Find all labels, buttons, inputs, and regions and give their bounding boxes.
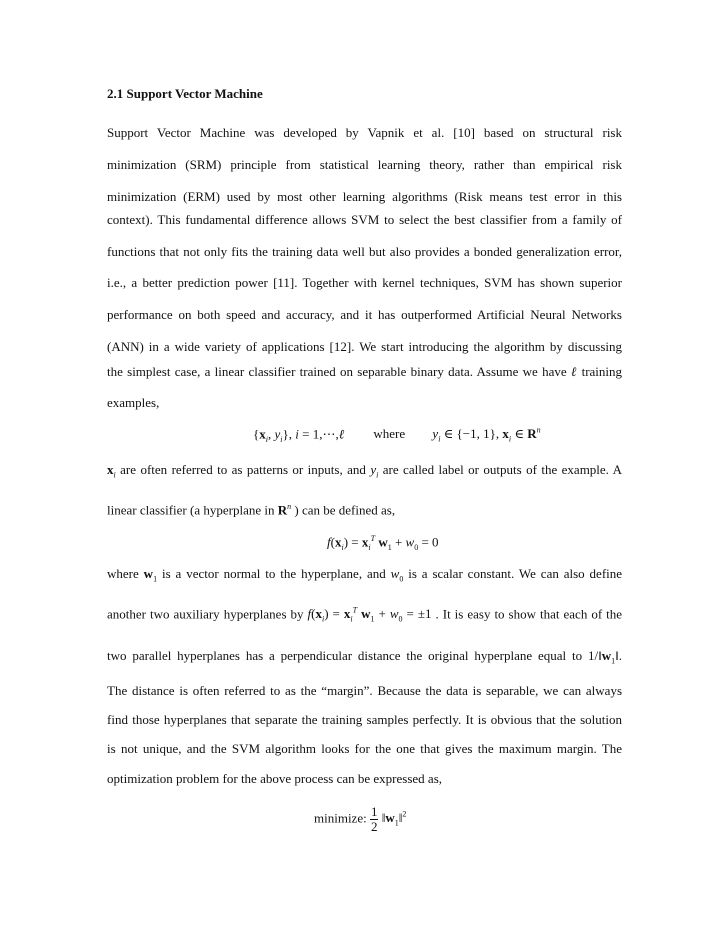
body-line: find those hyperplanes that separate the training samples perfectly. It is obvious that the solution — [107, 712, 622, 727]
line-text: . It is easy to show that each of the — [435, 606, 623, 622]
body-line — [107, 364, 622, 380]
where-word: where — [373, 426, 406, 442]
equation-minimize: minimize: $\frac{1}{2}$ $‖w_1‖^2$ — [314, 804, 407, 834]
line-text: another two auxiliary hyperplanes by — [107, 606, 304, 622]
equation-training-set: {$x_i$, $y_i$}, i = 1,⋯,ℓ where $y_i$ ∈ {−1, 1}, $x_i$ ∈ $R^n$ — [253, 426, 541, 444]
line-text: is a vector normal to the hyperplane, and — [161, 566, 386, 581]
body-line: i.e., a better prediction power [11]. Together with kernel techniques, SVM has shown superior — [107, 275, 622, 290]
section-number: 2.1 — [107, 86, 124, 101]
line-text: where — [107, 566, 139, 581]
line-text: ) can be defined as, — [294, 502, 396, 518]
line-text: training — [581, 364, 623, 379]
body-line: The distance is often referred to as the “margin”. Because the data is separable, we can always — [107, 683, 622, 698]
body-line: linear classifier (a hyperplane in $R^n$ ) can be defined as, — [107, 502, 396, 518]
body-line: is not unique, and the SVM algorithm looks for the one that gives the maximum margin. The — [107, 741, 622, 756]
body-line: functions that not only fits the training data well but also provides a bonded generalization error, — [107, 244, 622, 259]
body-line: minimization (ERM) used by most other learning algorithms (Risk means test error in this — [107, 189, 622, 204]
line-text: the simplest case, a linear classifier trained on separable binary data. Assume we have — [107, 364, 567, 379]
line-text: is a scalar constant. We can also define — [408, 566, 623, 581]
body-line: another two auxiliary hyperplanes by $f(x_i) = x_i^T$ $w_1 + w_0 = \pm 1$ . It is easy to show that each of the — [107, 606, 623, 624]
line-text: linear classifier (a hyperplane in — [107, 502, 275, 518]
body-line: where $w_1$ is a vector normal to the hyperplane, and $w_0$ is a scalar constant. We can also define — [107, 566, 623, 584]
body-line: context). This fundamental difference allows SVM to select the best classifier from a family of — [107, 212, 622, 227]
line-text: are called label or outputs of the example. A — [382, 462, 623, 477]
body-line: examples, — [107, 395, 160, 410]
body-line: minimization (SRM) principle from statistical learning theory, rather than empirical risk — [107, 157, 622, 172]
ell-symbol: ℓ — [570, 364, 578, 379]
minimize-label: minimize: — [314, 810, 367, 826]
body-line: (ANN) in a wide variety of applications [12]. We start introducing the algorithm by discussing — [107, 339, 622, 354]
equation-hyperplane: $f(x_i) = x_i^T$ $w_1 + w_0 = 0$ — [327, 534, 439, 552]
section-title: Support Vector Machine — [126, 86, 263, 101]
fraction: $\frac{1}{2}$ — [370, 804, 378, 834]
body-line: performance on both speed and accuracy, and it has outperformed Artificial Neural Networks — [107, 307, 622, 322]
body-line: two parallel hyperplanes has a perpendicular distance the original hyperplane equal to $1/‖w_1‖$. — [107, 648, 623, 666]
body-line: optimization problem for the above process can be expressed as, — [107, 771, 442, 786]
line-text: are often referred to as patterns or inputs, and — [120, 462, 366, 477]
line-text: two parallel hyperplanes has a perpendicular distance the original hyperplane equal to — [107, 648, 583, 663]
body-line: $x_i$ are often referred to as patterns or inputs, and $y_i$ are called label or outputs of the example. A — [107, 462, 623, 480]
section-heading — [107, 86, 263, 102]
body-line: Support Vector Machine was developed by Vapnik et al. [10] based on structural risk — [107, 125, 622, 140]
